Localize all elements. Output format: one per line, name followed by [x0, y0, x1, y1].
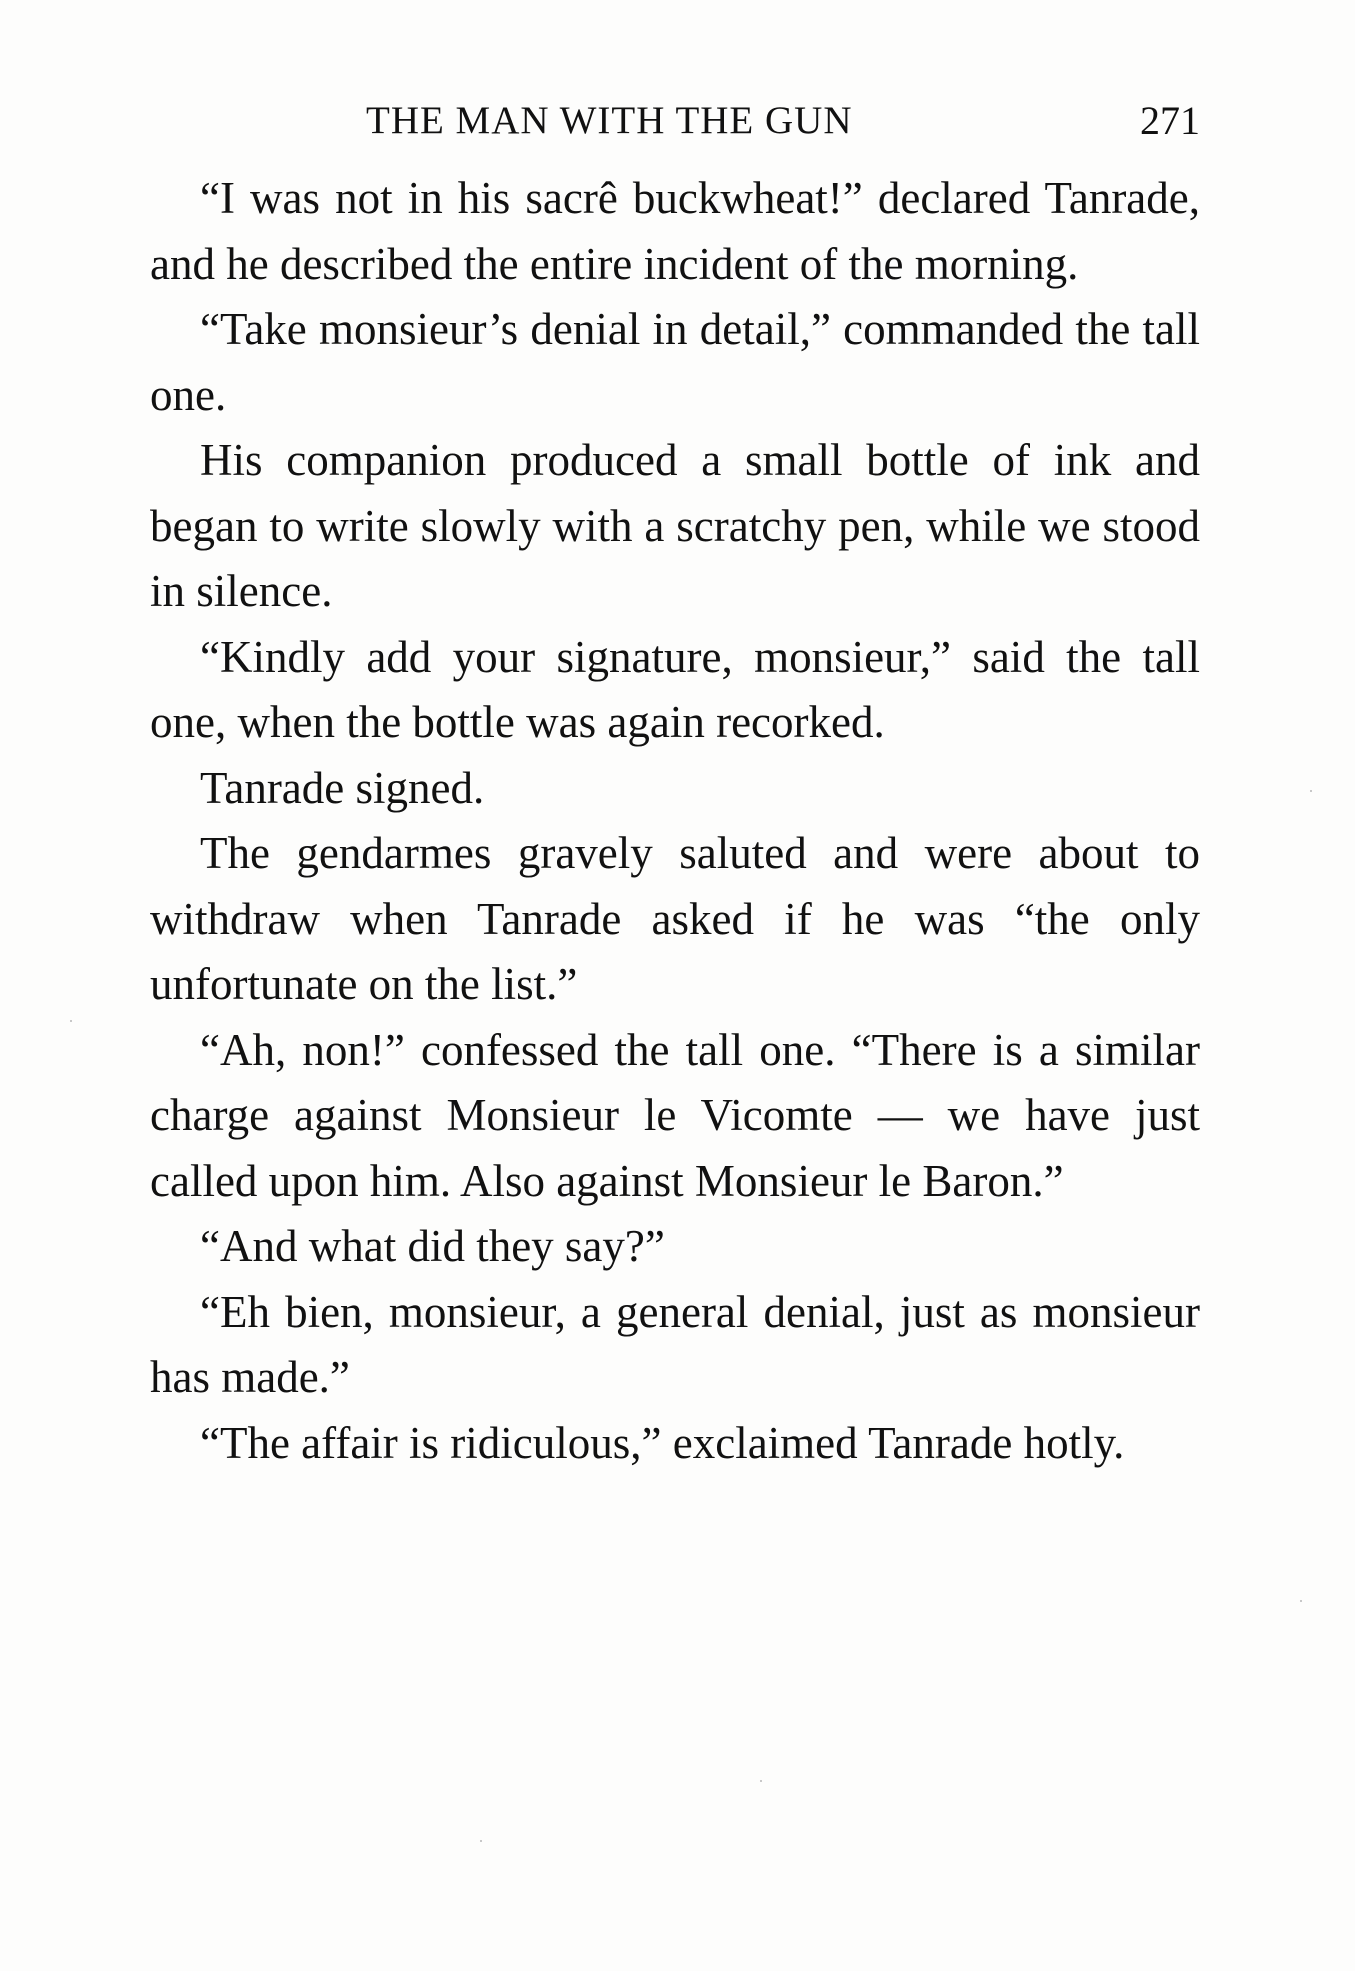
paragraph-4: “Kindly add your signature, monsieur,” said the tall one, when the bottle was again recorked. — [150, 631, 1200, 747]
paragraph-6: The gendarmes gravely saluted and were about to withdraw when Tanrade asked if he was “the only unfortunate on the list.” — [150, 828, 1200, 1009]
paragraph-5: Tanrade signed. — [200, 762, 485, 813]
paragraph-1: “I was not in his sacrê buckwheat!” declared Tanrade, and he described the entire incident of the morning. — [150, 173, 1200, 289]
paragraph-10: “The affair is ridiculous,” exclaimed Tanrade hotly. — [200, 1417, 1125, 1468]
running-title: THE MAN WITH THE GUN — [366, 99, 853, 142]
paper-speck — [1300, 1600, 1302, 1602]
paper-speck — [480, 1840, 482, 1842]
paragraph-7: “Ah, non!” confessed the tall one. “There is a similar charge against Monsieur le Vicomte — we have just called upon him. Also against Monsieur le Baron.” — [150, 1024, 1200, 1206]
paragraph-3: His companion produced a small bottle of ink and began to write slowly with a scratchy pen, while we stood in silence. — [150, 435, 1200, 616]
paper-speck — [70, 1020, 72, 1022]
page-number: 271 — [1140, 98, 1200, 143]
paragraph-9: “Eh bien, monsieur, a general denial, just as monsieur has made.” — [150, 1286, 1200, 1402]
running-head — [150, 96, 1200, 146]
body-text — [150, 166, 1200, 1476]
paragraph-8: “And what did they say?” — [200, 1221, 665, 1271]
paragraph-2: “Take monsieur’s denial in detail,” commanded the tall one. — [150, 304, 1200, 420]
paper-speck — [1310, 790, 1312, 792]
paper-speck — [760, 1780, 762, 1782]
